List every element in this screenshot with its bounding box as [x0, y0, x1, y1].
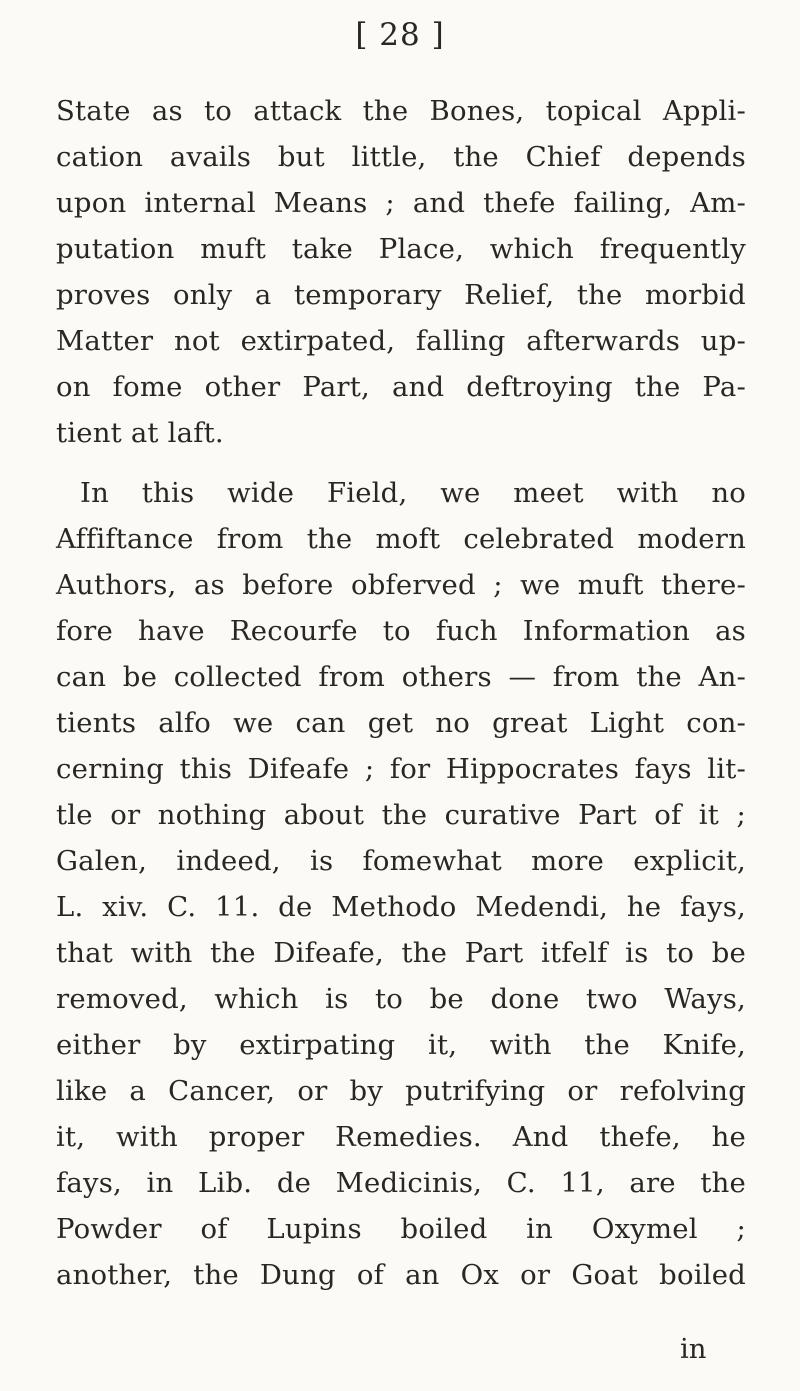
text-line: another, the Dung of an Ox or Goat boiled	[56, 1259, 746, 1291]
text-line: State as to attack the Bones, topical Appli-	[56, 95, 746, 127]
text-line-first: In this wide Field, we meet with no	[80, 477, 746, 509]
paragraph-1	[56, 88, 746, 456]
text-line: either by extirpating it, with the Knife,	[56, 1029, 746, 1061]
text-line: can be collected from others — from the An-	[56, 661, 746, 693]
paragraph-2	[56, 470, 746, 1298]
text-line: Authors, as before obferved ; we muft there-	[56, 569, 746, 601]
text-line: it, with proper Remedies. And thefe, he	[56, 1121, 746, 1153]
text-line: L. xiv. C. 11. de Methodo Medendi, he fays,	[56, 891, 746, 923]
text-line: tients alfo we can get no great Light con-	[56, 707, 746, 739]
text-line: Matter not extirpated, falling afterwards up-	[56, 325, 746, 357]
text-line: Galen, indeed, is fomewhat more explicit,	[56, 845, 746, 877]
page-number: [ 28 ]	[355, 17, 445, 53]
text-line-last: tient at laft.	[56, 417, 224, 449]
catchword: in	[680, 1333, 707, 1365]
text-line: putation muft take Place, which frequently	[56, 233, 746, 265]
text-line: cerning this Difeafe ; for Hippocrates fays lit-	[56, 753, 746, 785]
text-line: that with the Difeafe, the Part itfelf is to be	[56, 937, 746, 969]
text-line: fore have Recourfe to fuch Information as	[56, 615, 746, 647]
text-line: on fome other Part, and deftroying the Pa-	[56, 371, 746, 403]
text-line: fays, in Lib. de Medicinis, C. 11, are the	[56, 1167, 746, 1199]
text-line: Powder of Lupins boiled in Oxymel ;	[56, 1213, 746, 1245]
text-line: upon internal Means ; and thefe failing, Am-	[56, 187, 746, 219]
text-line: cation avails but little, the Chief depends	[56, 141, 746, 173]
text-line: like a Cancer, or by putrifying or refolving	[56, 1075, 746, 1107]
text-line: Affiftance from the moft celebrated modern	[56, 523, 746, 555]
text-line: proves only a temporary Relief, the morbid	[56, 279, 746, 311]
text-line: tle or nothing about the curative Part of it ;	[56, 799, 746, 831]
text-line: removed, which is to be done two Ways,	[56, 983, 746, 1015]
